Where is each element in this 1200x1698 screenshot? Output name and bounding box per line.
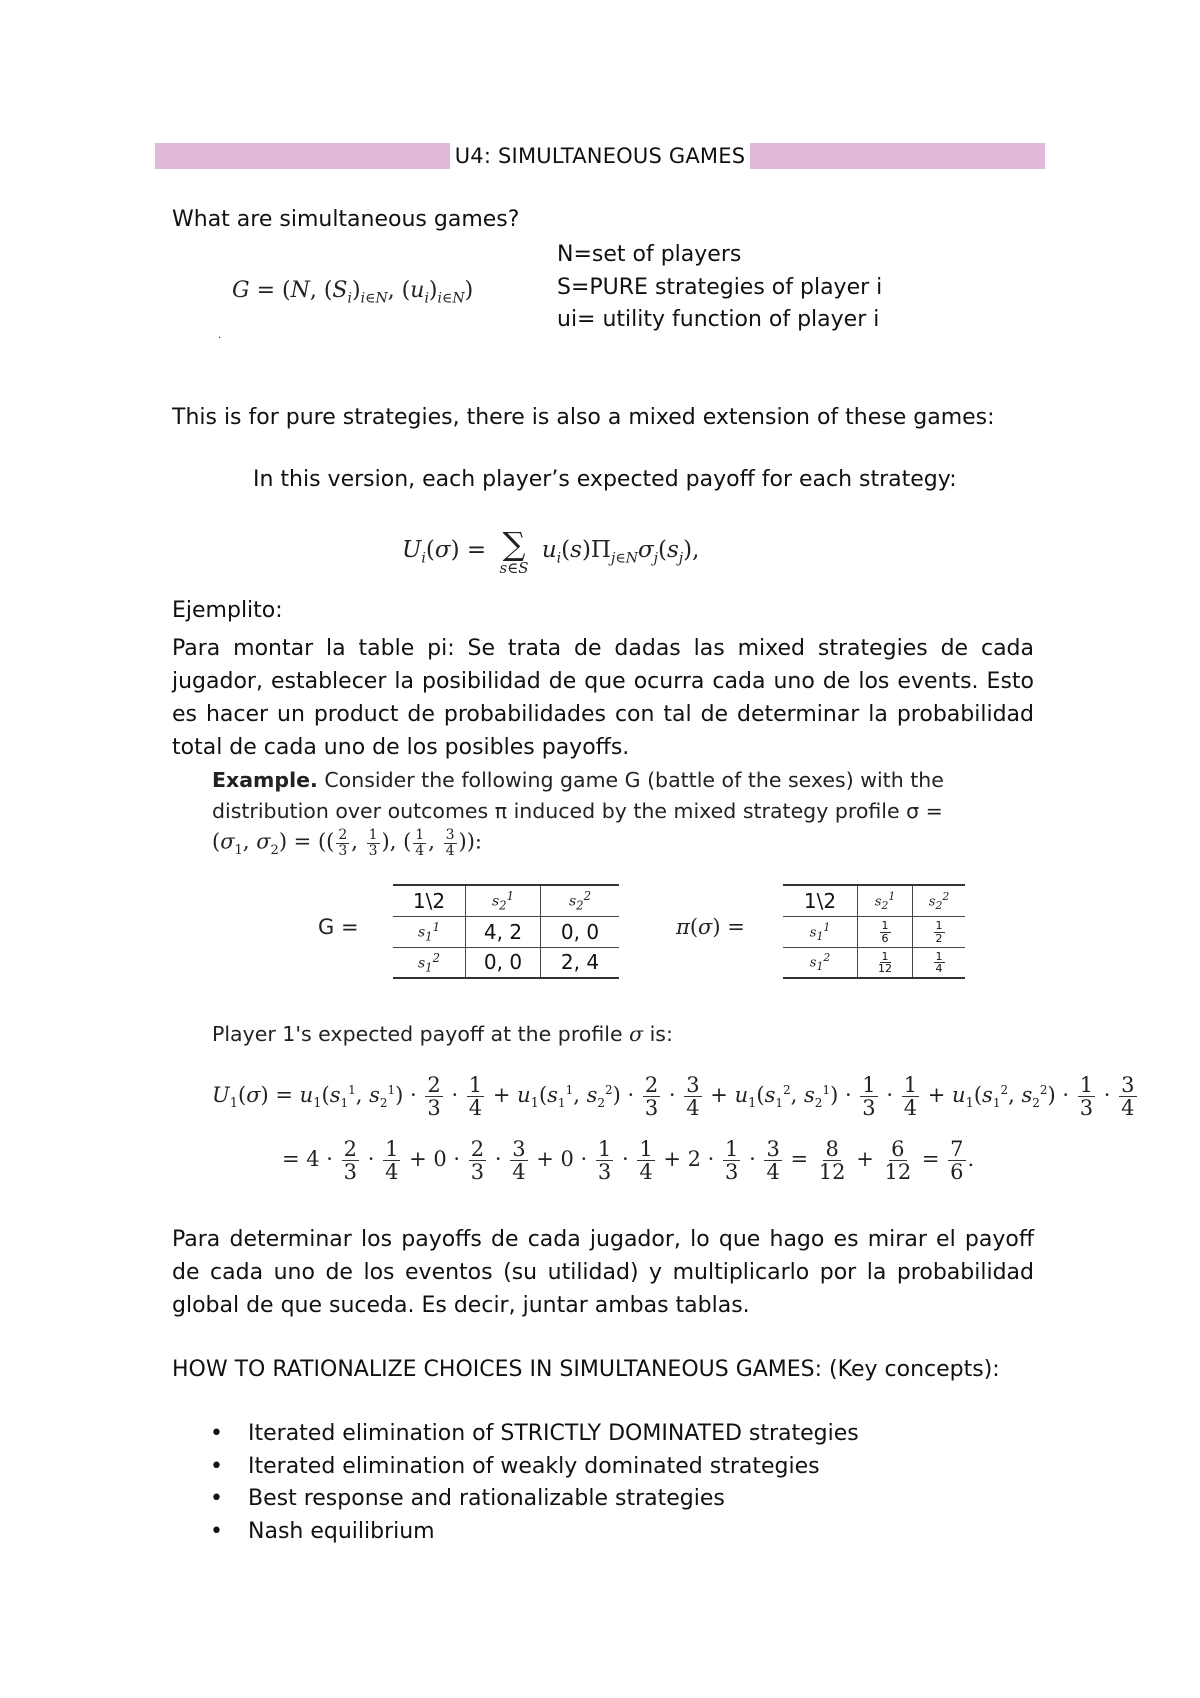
u1-formula-line-2: = 4 · $\frac{2}{3}$ · $\frac{1}{4}$ + 0 · $\frac{2}{3}$ · $\frac{3}{4}$ + 0 · $\frac{1}{3}$ · $\frac{1}{4}$ + 2 · $\frac{1}{3}$ · $\frac{3}{4}$ = $\frac{8}{12}$ + $\frac{6}{12}$ = $\frac{7}{6}$ . (282, 1137, 975, 1185)
pi-table-cell: $\frac{1}{12}$ (858, 947, 913, 978)
game-table-row-1: $s_1^1$ (393, 916, 466, 947)
payoffs-paragraph: Para determinar los payoffs de cada jugador, lo que hago es mirar el payoff de cada uno de los eventos (su utilidad) y multiplicarlo por la probabilidad global de que suceda. Es decir, juntar ambas tablas. (172, 1227, 1034, 1318)
intro-question: What are simultaneous games? (172, 207, 520, 232)
ejemplito-paragraph: Para montar la table pi: Se trata de dadas las mixed strategies de cada jugador, establecer la posibilidad de que ocurra cada uno de los events. Esto es hacer un product de probabilidades con tal de determinar la probabilidad total de cada uno de los posibles payoffs. (172, 636, 1034, 760)
legend-players: N=set of players (557, 242, 742, 267)
game-table-cell: 2, 4 (541, 947, 620, 978)
pi-table-row-1: $s_1^1$ (783, 916, 858, 947)
rationalize-heading: HOW TO RATIONALIZE CHOICES IN SIMULTANEOUS GAMES: (Key concepts): (172, 1357, 1000, 1382)
game-table-col-1: $s_2^1$ (466, 885, 541, 916)
pi-table-col-1: $s_2^1$ (858, 885, 913, 916)
pi-table-label: π(σ) = (676, 915, 745, 939)
example-description: Consider the following game G (battle of the sexes) with the distribution over outcomes π induced by the mixed strategy profile σ = (212, 768, 944, 823)
game-table-row-2: $s_1^2$ (393, 947, 466, 978)
key-concepts-list (202, 1418, 859, 1548)
list-item: • Nash equilibrium (202, 1516, 859, 1549)
expected-payoff-formula: $U_i(\sigma)$ = ∑ s∈S $u_i(s)\Pi_{j\in N}\sigma_j(s_j)$, (402, 525, 700, 577)
example-profile: ($\sigma_1$, $\sigma_2$) = (( $\frac{2}{3}$ , $\frac{1}{3}$ ), ( $\frac{1}{4}$ , $\frac{3}{4}$ )): (212, 827, 482, 859)
example-text (212, 765, 1012, 827)
u1-formula-line-1: $U_1(\sigma) = u_1(s_1^1$, $s_2^1$) · $\frac{2}{3}$ · $\frac{1}{4}$ + $u_1(s_1^1$, $s_2^2$) · $\frac{2}{3}$ · $\frac{3}{4}$ + $u_1(s_1^2$, $s_2^1$) · $\frac{1}{3}$ · $\frac{1}{4}$ + $u_1(s_1^2$, $s_2^2$) · $\frac{1}{3}$ · $\frac{3}{4}$ (212, 1073, 1135, 1121)
pi-table-col-2: $s_2^2$ (913, 885, 966, 916)
game-table-corner: 1\2 (393, 885, 466, 916)
game-table-cell: 4, 2 (466, 916, 541, 947)
game-table-col-2: $s_2^2$ (541, 885, 620, 916)
stray-dot: . (218, 330, 222, 341)
pi-table-corner: 1\2 (783, 885, 858, 916)
pi-table-cell: $\frac{1}{4}$ (913, 947, 966, 978)
game-table-label: G = (318, 915, 359, 939)
ejemplito-label: Ejemplito: (172, 598, 283, 623)
mixed-version-line: In this version, each player’s expected payoff for each strategy: (253, 467, 957, 492)
game-table (393, 884, 619, 979)
payoff-intro: Player 1's expected payoff at the profile σ is: (212, 1022, 673, 1046)
pi-table-row-2: $s_1^2$ (783, 947, 858, 978)
pi-table-cell: $\frac{1}{6}$ (858, 916, 913, 947)
list-item: • Iterated elimination of STRICTLY DOMINATED strategies (202, 1418, 859, 1451)
example-label: Example. (212, 768, 318, 792)
list-item: • Iterated elimination of weakly dominated strategies (202, 1451, 859, 1484)
pi-table-cell: $\frac{1}{2}$ (913, 916, 966, 947)
game-table-cell: 0, 0 (541, 916, 620, 947)
legend-strategies: S=PURE strategies of player i (557, 274, 883, 300)
game-table-cell: 0, 0 (466, 947, 541, 978)
legend-utility: ui= utility function of player i (557, 307, 880, 332)
page-title: U4: SIMULTANEOUS GAMES (454, 144, 746, 168)
mixed-intro-paragraph: This is for pure strategies, there is also a mixed extension of these games: (172, 405, 995, 430)
game-definition-formula: G = (N, $(S_i)_{i\in N}$, $(u_i)_{i\in N}$) (232, 278, 474, 307)
list-item: • Best response and rationalizable strategies (202, 1483, 859, 1516)
pi-table (783, 884, 965, 979)
definition-legend (557, 239, 882, 337)
